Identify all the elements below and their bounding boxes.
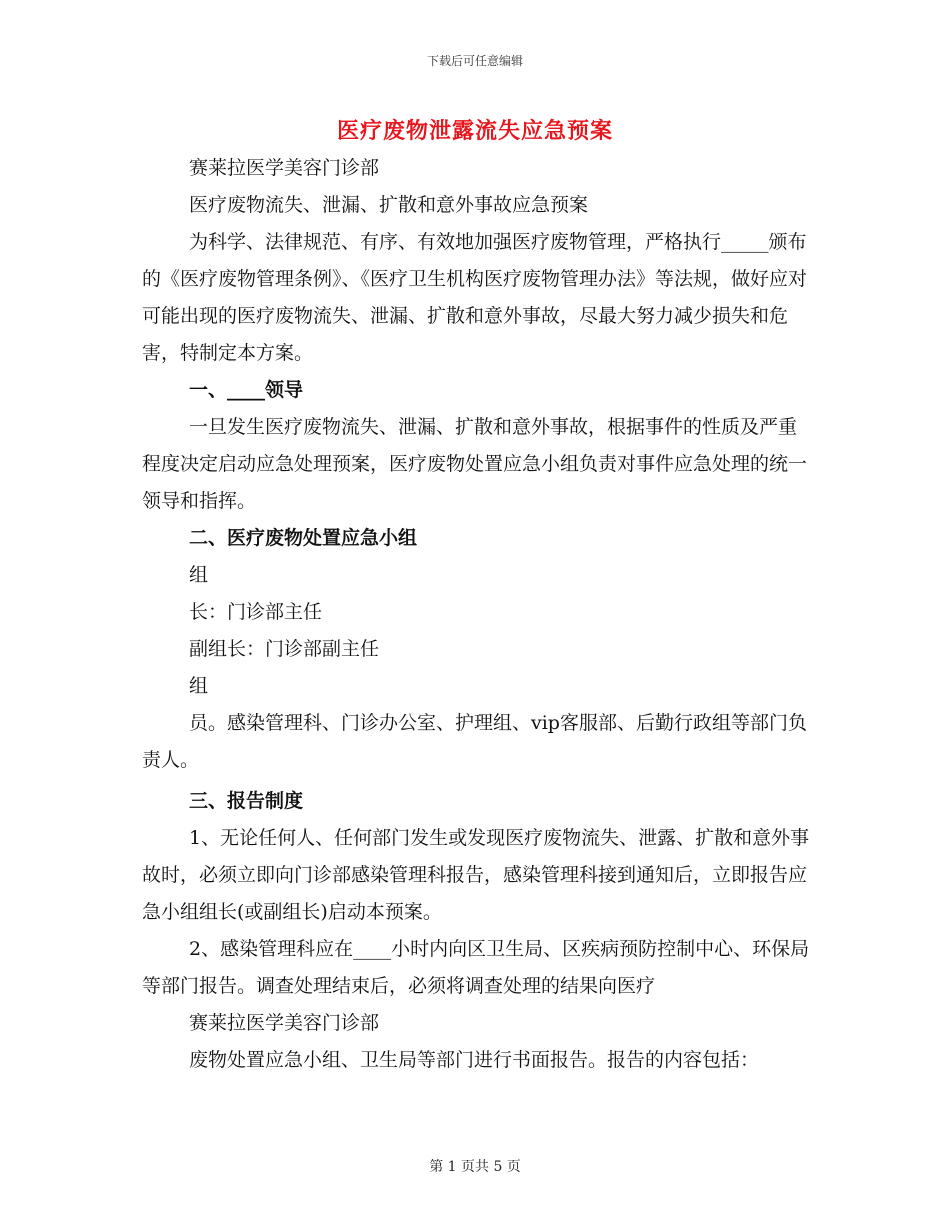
leader-value: 长：门诊部主任	[189, 601, 323, 623]
document-body	[142, 150, 810, 1079]
member-value: 员。感染管理科、门诊办公室、护理组、vip客服部、后勤行政组等部门负责人。	[142, 712, 807, 771]
page-footer: 第 1 页共 5 页	[429, 1159, 521, 1175]
leader-label: 组	[189, 564, 209, 586]
intro-paragraph: 为科学、法律规范、有序、有效地加强医疗废物管理，严格执行_____颁布的《医疗废物管理条例》、《医疗卫生机构医疗废物管理办法》等法规，做好应对可能出现的医疗废物流失、泄漏、扩散和意外事故，尽最大努力减少损失和危害，特制定本方案。	[142, 231, 808, 364]
deputy-leader: 副组长：门诊部副主任	[189, 638, 380, 660]
report-item-2-continued: 废物处置应急小组、卫生局等部门进行书面报告。报告的内容包括：	[189, 1049, 760, 1071]
report-item-2: 2、感染管理科应在____小时内向区卫生局、区疾病预防控制中心、环保局等部门报告。调查处理结束后，必须将调查处理的结果向医疗	[142, 938, 810, 997]
page-header-note: 下载后可任意编辑	[426, 54, 523, 68]
section-heading-1: 一、____领导	[189, 379, 304, 401]
org-name-repeat: 赛莱拉医学美容门诊部	[189, 1012, 380, 1034]
org-name: 赛莱拉医学美容门诊部	[189, 157, 380, 179]
document-title: 医疗废物泄露流失应急预案	[336, 118, 613, 144]
section-heading-3: 三、报告制度	[189, 790, 304, 812]
report-item-1: 1、无论任何人、任何部门发生或发现医疗废物流失、泄露、扩散和意外事故时，必须立即向门诊部感染管理科报告，感染管理科接到通知后，立即报告应急小组组长(或副组长)启动本预案。	[142, 827, 810, 923]
section-heading-2: 二、医疗废物处置应急小组	[189, 527, 418, 549]
member-label: 组	[189, 675, 209, 697]
document-subtitle: 医疗废物流失、泄漏、扩散和意外事故应急预案	[189, 194, 589, 216]
section-1-paragraph: 一旦发生医疗废物流失、泄漏、扩散和意外事故，根据事件的性质及严重程度决定启动应急处理预案，医疗废物处置应急小组负责对事件应急处理的统一领导和指挥。	[142, 416, 808, 512]
